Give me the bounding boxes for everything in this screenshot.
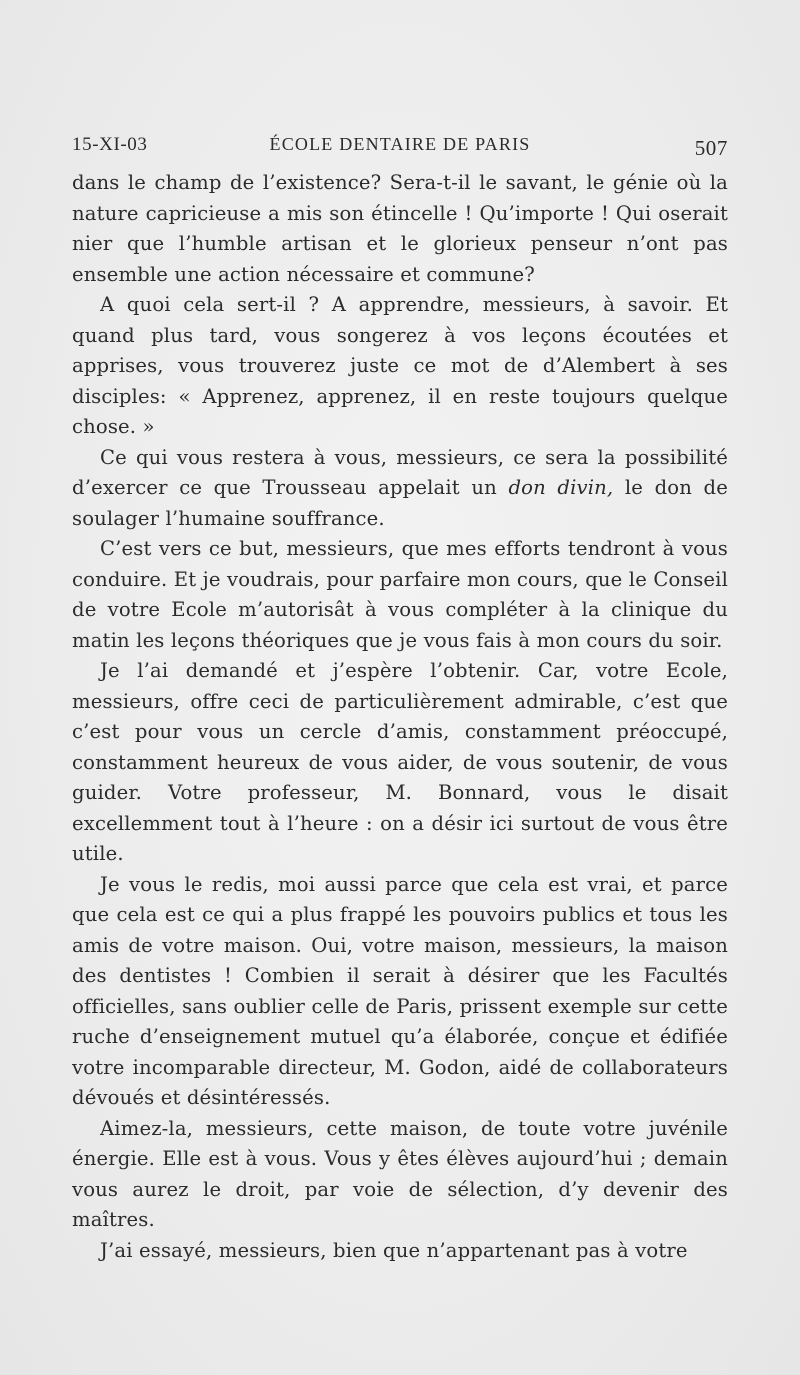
paragraph-7: Aimez-la, messieurs, cette maison, de toute votre juvénile énergie. Elle est à vous. Vous y êtes élèves aujourd’hui ; demain vous aurez le droit, par voie de sélection, d’y devenir des maîtres. [72, 1116, 728, 1231]
paragraph-6: Je vous le redis, moi aussi parce que cela est vrai, et parce que cela est ce qui a plus frappé les pouvoirs publics et tous les amis de votre maison. Oui, votre maison, messieurs, la maison des dentistes ! Combien il serait à désirer que les Facultés officielles, sans oublier celle de Paris, prissent exemple sur cette ruche d’enseignement mutuel qu’a élaborée, conçue et édifiée votre incomparable directeur, M. Godon, aidé de collaborateurs dévoués et désintéressés. [72, 872, 728, 1109]
header-date: 15-XI-03 [72, 134, 148, 155]
paragraph-8: J’ai essayé, messieurs, bien que n’appartenant pas à votre [100, 1238, 688, 1262]
paragraph-3-italic: don divin, [508, 476, 614, 499]
running-header [72, 134, 728, 166]
page-number: 507 [694, 136, 728, 160]
paragraph-1: dans le champ de l’existence? Sera-t-il le savant, le génie où la nature capricieuse a mis son étincelle ! Qu’importe ! Qui oserait nier que l’humble artisan et le glorieux penseur n’ont pas ensemble une action nécessaire et commune? [72, 171, 728, 286]
header-title: ÉCOLE DENTAIRE DE PARIS [269, 134, 531, 154]
paragraph-3-start: Ce qui vous restera à vous, messieurs, ce sera la possibilité d’exercer ce que Trousseau appelait un [72, 445, 728, 499]
paragraph-5: Je l’ai demandé et j’espère l’obtenir. Car, votre Ecole, messieurs, offre ceci de particulièrement admirable, c’est que c’est pour vous un cercle d’amis, constamment préoccupé, constamment heureux de vous aider, de vous soutenir, de vous guider. Votre professeur, M. Bonnard, vous le disait excellemment tout à l’heure : on a désir ici surtout de vous être utile. [72, 659, 728, 865]
paragraph-4: C’est vers ce but, messieurs, que mes efforts tendront à vous conduire. Et je voudrais, pour parfaire mon cours, que le Conseil de votre Ecole m’autorisât à vous compléter à la clinique du matin les leçons théoriques que je vous fais à mon cours du soir. [72, 537, 728, 652]
paragraph-2: A quoi cela sert-il ? A apprendre, messieurs, à savoir. Et quand plus tard, vous songerez à vos leçons écoutées et apprises, vous trouverez juste ce mot de d’Alembert à ses disciples: « Apprenez, apprenez, il en reste toujours quelque chose. » [72, 293, 728, 438]
body-text [72, 168, 728, 1266]
paragraph-3 [72, 443, 728, 535]
paragraph-3-end: le don de soulager l’humaine souffrance. [72, 476, 728, 530]
